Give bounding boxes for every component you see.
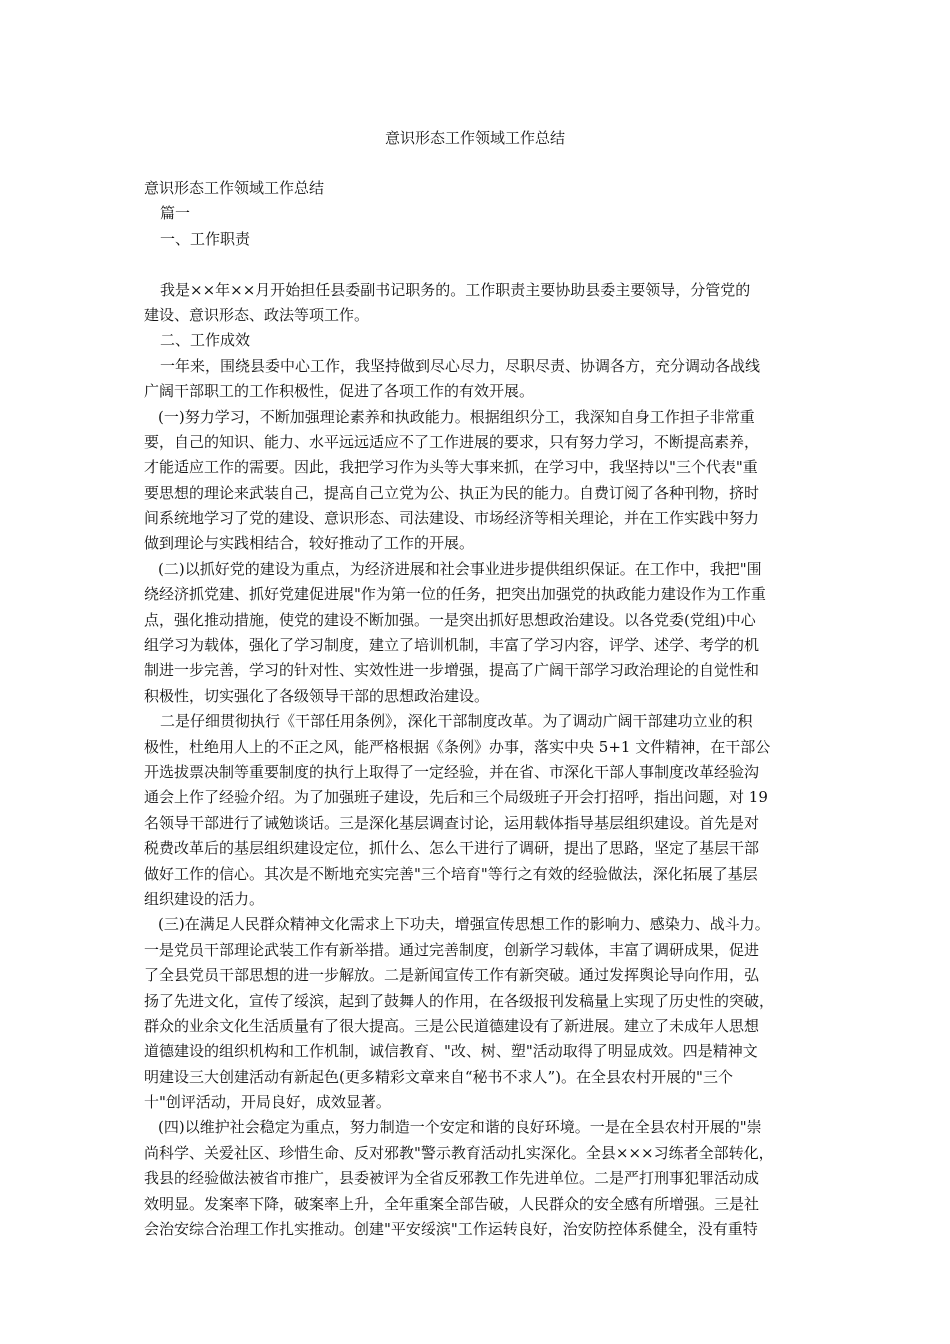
paragraph-line: (一)努力学习，不断加强理论素养和执政能力。根据组织分工，我深知自身工作担子非常重 bbox=[158, 407, 755, 426]
page-title: 意识形态工作领域工作总结 bbox=[384, 129, 565, 147]
paragraph-line: 税费改革后的基层组织建设定位，抓什么、怎么干进行了调研，提出了思路，坚定了基层干部 bbox=[144, 839, 760, 858]
paragraph-line: (二)以抓好党的建设为重点，为经济进展和社会事业进步提供组织保证。在工作中，我把"围 bbox=[158, 559, 762, 578]
paragraph-party-building bbox=[144, 557, 820, 709]
paragraph-cadre-reform bbox=[144, 709, 820, 912]
paragraph-line: 名领导干部进行了诫勉谈话。三是深化基层调查讨论，运用载体指导基层组织建设。首先是对 bbox=[144, 813, 760, 832]
paragraph-line: 组织建设的活力。 bbox=[144, 889, 265, 908]
paragraph-line: 绕经济抓党建、抓好党建促进展"作为第一位的任务，把突出加强党的执政能力建设作为工作重 bbox=[144, 585, 766, 604]
paragraph-line: 广阔干部职工的工作积极性，促进了各项工作的有效开展。 bbox=[144, 382, 535, 401]
paragraph-line: 开选拔票决制等重要制度的执行上取得了一定经验，并在省、市深化干部人事制度改革经验沟 bbox=[144, 762, 760, 781]
paragraph-line: 极性，杜绝用人上的不正之风，能严格根据《条例》办事，落实中央 5+1 文件精神，在干部公 bbox=[144, 737, 771, 756]
blank-line bbox=[144, 252, 820, 277]
paragraph-line: 一是党员干部理论武装工作有新举措。通过完善制度，创新学习载体，丰富了调研成果，促进 bbox=[144, 940, 760, 959]
paragraph-line: 我县的经验做法被省市推广，县委被评为全省反邪教工作先进单位。二是严打刑事犯罪活动成 bbox=[144, 1169, 760, 1188]
paragraph-line: 扬了先进文化，宣传了绥滨，起到了鼓舞人的作用，在各级报刊发稿量上实现了历史性的突破， bbox=[144, 991, 775, 1010]
paragraph-line: (三)在满足人民群众精神文化需求上下功夫，增强宣传思想工作的影响力、感染力、战斗力。 bbox=[158, 915, 770, 934]
paragraph-line: 做到理论与实践相结合，较好推动了工作的开展。 bbox=[144, 534, 475, 553]
paragraph-line: 做好工作的信心。其次是不断地充实完善"三个培育"等行之有效的经验做法，深化拓展了基层 bbox=[144, 864, 758, 883]
document-subtitle: 意识形态工作领域工作总结 bbox=[144, 179, 325, 197]
paragraph-line: 要，自己的知识、能力、水平远远适应不了工作进展的要求，只有努力学习，不断提高素养， bbox=[144, 432, 760, 451]
paragraph-duties bbox=[144, 278, 820, 329]
paragraph-overview bbox=[144, 354, 820, 405]
paragraph-line: 我是××年××月开始担任县委副书记职务的。工作职责主要协助县委主要领导，分管党的 bbox=[160, 280, 751, 299]
paragraph-line: 才能适应工作的需要。因此，我把学习作为头等大事来抓，在学习中，我坚持以"三个代表"重 bbox=[144, 458, 758, 477]
paragraph-line: 建设、意识形态、政法等项工作。 bbox=[144, 305, 370, 324]
section-heading-results: 二、工作成效 bbox=[160, 331, 251, 350]
paragraph-line: 要思想的理论来武装自己，提高自己立党为公、执正为民的能力。自费订阅了各种刊物，挤时 bbox=[144, 483, 760, 502]
document-body bbox=[144, 176, 820, 1242]
paragraph-line: 了全县党员干部思想的进一步解放。二是新闻宣传工作有新突破。通过发挥舆论导向作用，弘 bbox=[144, 966, 760, 985]
paragraph-line: 群众的业余文化生活质量有了很大提高。三是公民道德建设有了新进展。建立了未成年人思想 bbox=[144, 1016, 760, 1035]
paragraph-line: 通会上作了经验介绍。为了加强班子建设，先后和三个局级班子开会打招呼，指出问题，对 19 bbox=[144, 788, 768, 807]
paragraph-stability bbox=[144, 1115, 820, 1242]
paragraph-line: 效明显。发案率下降，破案率上升，全年重案全部告破，人民群众的安全感有所增强。三是社 bbox=[144, 1194, 760, 1213]
paragraph-line: 组学习为载体，强化了学习制度，建立了培训机制，丰富了学习内容，评学、述学、考学的机 bbox=[144, 636, 760, 655]
paragraph-line: 二是仔细贯彻执行《干部任用条例》，深化干部制度改革。为了调动广阔干部建功立业的积 bbox=[160, 712, 753, 731]
paragraph-study bbox=[144, 405, 820, 557]
section-heading-duties: 一、工作职责 bbox=[160, 229, 251, 248]
paragraph-line: 制进一步完善，学习的针对性、实效性进一步增强，提高了广阔干部学习政治理论的自觉性和 bbox=[144, 661, 760, 680]
paragraph-line: 会治安综合治理工作扎实推动。创建"平安绥滨"工作运转良好，治安防控体系健全，没有重特 bbox=[144, 1220, 758, 1239]
paragraph-line: 尚科学、关爱社区、珍惜生命、反对邪教"警示教育活动扎实深化。全县×××习练者全部转化， bbox=[144, 1143, 774, 1162]
paragraph-line: 间系统地学习了党的建设、意识形态、司法建设、市场经济等相关理论，并在工作实践中努力 bbox=[144, 509, 760, 528]
paragraph-line: 点，强化推动措施，使党的建设不断加强。一是突出抓好思想政治建设。以各党委(党组)中心 bbox=[144, 610, 756, 629]
paragraph-line: 道德建设的组织机构和工作机制，诚信教育、"改、树、塑"活动取得了明显成效。四是精神文 bbox=[144, 1042, 758, 1061]
paragraph-culture bbox=[144, 912, 820, 1115]
paragraph-line: 明建设三大创建活动有新起色(更多精彩文章来自“秘书不求人”)。在全县农村开展的"三个 bbox=[144, 1067, 733, 1086]
paragraph-line: 积极性，切实强化了各级领导干部的思想政治建设。 bbox=[144, 686, 490, 705]
paragraph-line: 一年来，围绕县委中心工作，我坚持做到尽心尽力，尽职尽责、协调各方，充分调动各战线 bbox=[160, 356, 761, 375]
paragraph-line: 十"创评活动，开局良好，成效显著。 bbox=[144, 1093, 391, 1112]
part-label: 篇一 bbox=[160, 204, 191, 223]
paragraph-line: (四)以维护社会稳定为重点，努力制造一个安定和谐的良好环境。一是在全县农村开展的"崇 bbox=[158, 1118, 762, 1137]
